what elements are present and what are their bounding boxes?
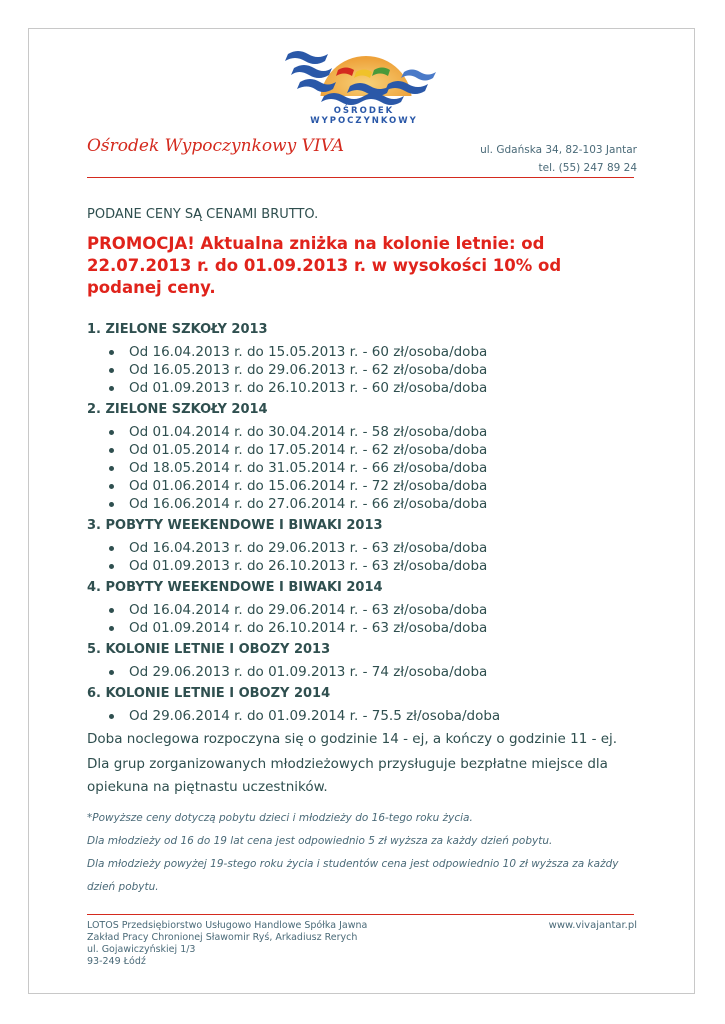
note: Dla młodzieży od 16 do 19 lat cena jest odpowiednio 5 zł wyższa za każdy dzień pobytu. xyxy=(87,835,553,847)
price-content xyxy=(87,320,647,899)
bullet-icon xyxy=(109,448,114,453)
bullet-icon xyxy=(109,670,114,675)
list-item xyxy=(87,663,647,681)
bullet-icon xyxy=(109,466,114,471)
wave-blue-left-2 xyxy=(291,65,332,78)
price-list xyxy=(87,423,647,513)
list-item xyxy=(87,343,647,361)
bullet-icon xyxy=(109,350,114,355)
list-item xyxy=(87,539,647,557)
note: *Powyższe ceny dotyczą pobytu dzieci i młodzieży do 16-tego roku życia. xyxy=(87,812,473,824)
list-item xyxy=(87,557,647,575)
price-item: Od 01.09.2013 r. do 26.10.2013 r. - 63 zł/osoba/doba xyxy=(129,558,488,574)
section xyxy=(87,400,647,513)
note: Dla młodzieży powyżej 19-stego roku życia i studentów cena jest odpowiednio 10 zł wyższa za każdy dzień pobytu. xyxy=(87,858,619,893)
price-list xyxy=(87,707,647,725)
promo-heading: PROMOCJA! Aktualna zniżka na kolonie letnie: od 22.07.2013 r. do 01.09.2013 r. w wysokości 10% od podanej ceny. xyxy=(87,234,562,297)
price-item: Od 18.05.2014 r. do 31.05.2014 r. - 66 zł/osoba/doba xyxy=(129,460,488,476)
section-title: 2. ZIELONE SZKOŁY 2014 xyxy=(87,402,268,417)
section xyxy=(87,516,647,575)
price-item: Od 29.06.2014 r. do 01.09.2014 r. - 75.5 zł/osoba/doba xyxy=(129,708,501,724)
list-item xyxy=(87,423,647,441)
price-item: Od 16.04.2013 r. do 29.06.2013 r. - 63 zł/osoba/doba xyxy=(129,540,488,556)
list-item xyxy=(87,619,647,637)
wave-blue-left-1 xyxy=(285,51,328,64)
footer-line: ul. Gojawiczyńskiej 1/3 xyxy=(87,944,196,955)
list-item xyxy=(87,707,647,725)
bullet-icon xyxy=(109,368,114,373)
list-item xyxy=(87,441,647,459)
footer-line: LOTOS Przedsiębiorstwo Usługowo Handlowe Spółka Jawna xyxy=(87,920,368,931)
price-item: Od 01.09.2013 r. do 26.10.2013 r. - 60 zł/osoba/doba xyxy=(129,380,488,396)
bullet-icon xyxy=(109,608,114,613)
section xyxy=(87,578,647,637)
price-item: Od 01.06.2014 r. do 15.06.2014 r. - 72 zł/osoba/doba xyxy=(129,478,488,494)
price-list xyxy=(87,539,647,575)
section-title: 3. POBYTY WEEKENDOWE I BIWAKI 2013 xyxy=(87,518,383,533)
notes xyxy=(87,807,647,899)
footer-line: Zakład Pracy Chronionej Sławomir Ryś, Arkadiusz Rerych xyxy=(87,932,358,943)
price-list xyxy=(87,663,647,681)
wave-blue-right-2 xyxy=(401,70,436,81)
list-item xyxy=(87,361,647,379)
price-item: Od 16.04.2014 r. do 29.06.2014 r. - 63 zł/osoba/doba xyxy=(129,602,488,618)
footer-line: 93-249 Łódź xyxy=(87,956,146,967)
list-item xyxy=(87,601,647,619)
logo-caption: OŚRODEK WYPOCZYNKOWY xyxy=(310,106,418,126)
bullet-icon xyxy=(109,714,114,719)
section-title: 1. ZIELONE SZKOŁY 2013 xyxy=(87,322,268,337)
bullet-icon xyxy=(109,502,114,507)
price-item: Od 16.04.2013 r. do 15.05.2013 r. - 60 zł/osoba/doba xyxy=(129,344,488,360)
list-item xyxy=(87,379,647,397)
intro-text: PODANE CENY SĄ CENAMI BRUTTO. xyxy=(87,207,319,222)
bullet-icon xyxy=(109,484,114,489)
section xyxy=(87,640,647,681)
price-item: Od 16.05.2013 r. do 29.06.2013 r. - 62 zł/osoba/doba xyxy=(129,362,488,378)
section-title: 5. KOLONIE LETNIE I OBOZY 2013 xyxy=(87,642,331,657)
header-divider xyxy=(87,177,634,178)
bullet-icon xyxy=(109,626,114,631)
bullet-icon xyxy=(109,564,114,569)
brand-name: Ośrodek Wypoczynkowy VIVA xyxy=(87,136,345,156)
phone: tel. (55) 247 89 24 xyxy=(538,162,637,174)
section-title: 6. KOLONIE LETNIE I OBOZY 2014 xyxy=(87,686,331,701)
price-list xyxy=(87,343,647,397)
section-title: 4. POBYTY WEEKENDOWE I BIWAKI 2014 xyxy=(87,580,383,595)
price-item: Od 01.05.2014 r. do 17.05.2014 r. - 62 zł/osoba/doba xyxy=(129,442,488,458)
group-info: Dla grup zorganizowanych młodzieżowych przysługuje bezpłatne miejsce dla opiekuna na piętnastu uczestników. xyxy=(87,756,608,795)
section xyxy=(87,684,647,725)
website-link[interactable]: www.vivajantar.pl xyxy=(548,920,637,931)
bullet-icon xyxy=(109,386,114,391)
address: ul. Gdańska 34, 82-103 Jantar xyxy=(480,144,637,156)
price-item: Od 01.09.2014 r. do 26.10.2014 r. - 63 zł/osoba/doba xyxy=(129,620,488,636)
price-item: Od 01.04.2014 r. do 30.04.2014 r. - 58 zł/osoba/doba xyxy=(129,424,488,440)
list-item xyxy=(87,459,647,477)
price-item: Od 16.06.2014 r. do 27.06.2014 r. - 66 zł/osoba/doba xyxy=(129,496,488,512)
bullet-icon xyxy=(109,430,114,435)
checkin-info: Doba noclegowa rozpoczyna się o godzinie 14 - ej, a kończy o godzinie 11 - ej. xyxy=(87,731,618,747)
price-item: Od 29.06.2013 r. do 01.09.2013 r. - 74 zł/osoba/doba xyxy=(129,664,488,680)
section xyxy=(87,320,647,397)
bullet-icon xyxy=(109,546,114,551)
list-item xyxy=(87,495,647,513)
price-list xyxy=(87,601,647,637)
footer-divider xyxy=(87,914,634,915)
footer-address xyxy=(87,920,367,968)
list-item xyxy=(87,477,647,495)
